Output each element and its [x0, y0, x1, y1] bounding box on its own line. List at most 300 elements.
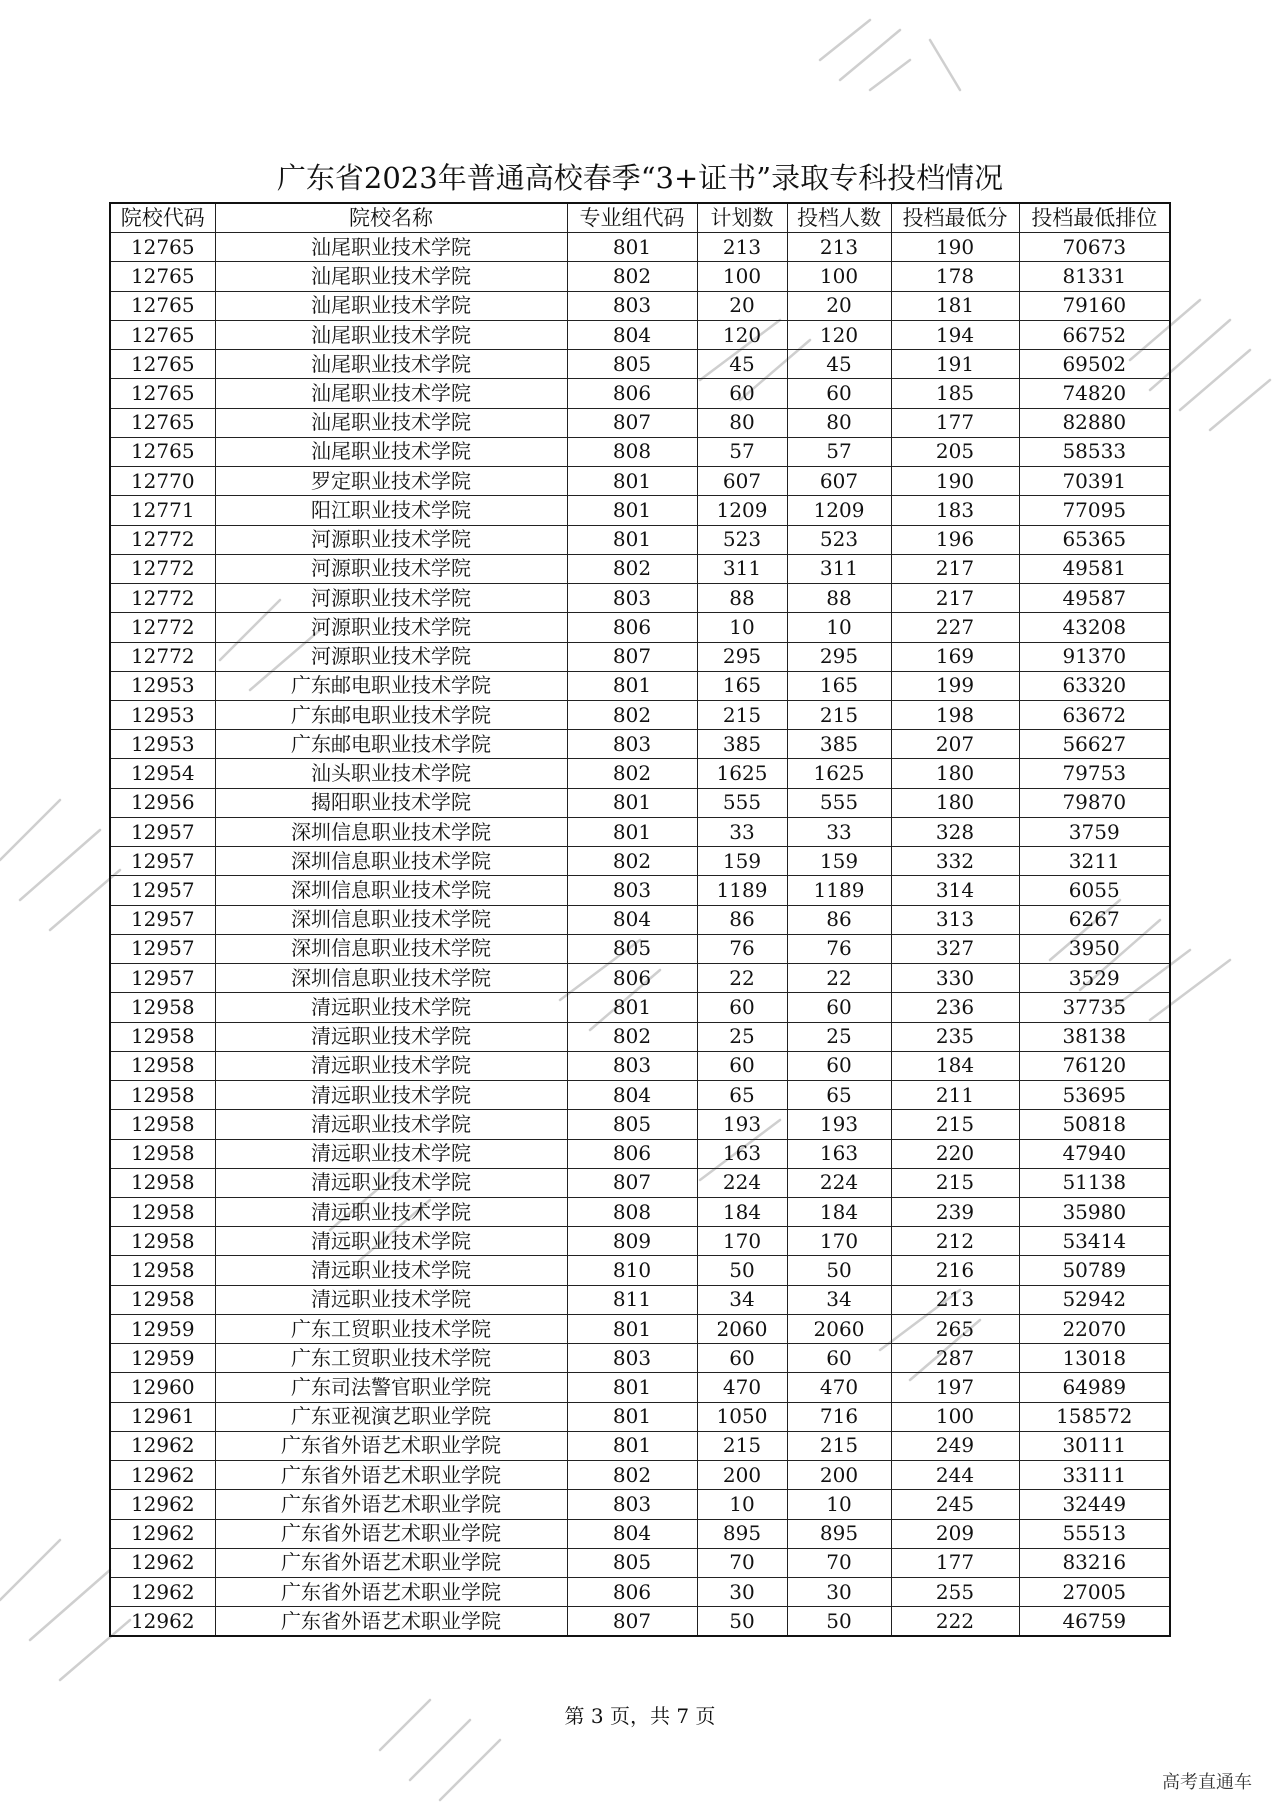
- cell-admitted-count: 213: [787, 233, 891, 262]
- brand-label: 高考直通车: [1162, 1772, 1252, 1793]
- cell-school-code: 12765: [110, 437, 215, 466]
- cell-school-code: 12962: [110, 1431, 215, 1460]
- cell-school-name: 深圳信息职业技术学院: [215, 964, 567, 993]
- cell-school-name: 清远职业技术学院: [215, 1285, 567, 1314]
- cell-min-rank: 43208: [1019, 613, 1170, 642]
- cell-plan-count: 200: [697, 1461, 787, 1490]
- cell-min-rank: 76120: [1019, 1051, 1170, 1080]
- cell-min-score: 330: [891, 964, 1019, 993]
- page-title: 广东省2023年普通高校春季“3+证书”录取专科投档情况: [276, 161, 1004, 195]
- cell-group-code: 810: [567, 1256, 697, 1285]
- cell-min-rank: 33111: [1019, 1461, 1170, 1490]
- table-row: [110, 1256, 1170, 1285]
- cell-school-code: 12953: [110, 671, 215, 700]
- cell-min-score: 198: [891, 700, 1019, 729]
- cell-school-code: 12772: [110, 613, 215, 642]
- cell-min-rank: 81331: [1019, 262, 1170, 291]
- cell-school-code: 12957: [110, 817, 215, 846]
- cell-min-rank: 158572: [1019, 1402, 1170, 1431]
- cell-min-score: 183: [891, 496, 1019, 525]
- cell-group-code: 803: [567, 291, 697, 320]
- cell-group-code: 801: [567, 1314, 697, 1343]
- cell-group-code: 806: [567, 1139, 697, 1168]
- table-row: [110, 1197, 1170, 1226]
- cell-min-rank: 30111: [1019, 1431, 1170, 1460]
- admission-table: [109, 202, 1171, 1637]
- cell-school-name: 广东工贸职业技术学院: [215, 1344, 567, 1373]
- cell-min-rank: 65365: [1019, 525, 1170, 554]
- cell-school-name: 河源职业技术学院: [215, 642, 567, 671]
- table-row: [110, 584, 1170, 613]
- cell-group-code: 803: [567, 1051, 697, 1080]
- cell-min-score: 265: [891, 1314, 1019, 1343]
- cell-group-code: 803: [567, 1490, 697, 1519]
- cell-school-code: 12958: [110, 1285, 215, 1314]
- table-row: [110, 408, 1170, 437]
- cell-admitted-count: 193: [787, 1110, 891, 1139]
- cell-school-name: 河源职业技术学院: [215, 554, 567, 583]
- cell-group-code: 801: [567, 496, 697, 525]
- cell-group-code: 803: [567, 876, 697, 905]
- cell-school-code: 12765: [110, 379, 215, 408]
- table-row: [110, 554, 1170, 583]
- cell-group-code: 802: [567, 759, 697, 788]
- cell-school-code: 12960: [110, 1373, 215, 1402]
- table-row: [110, 905, 1170, 934]
- cell-group-code: 804: [567, 320, 697, 349]
- cell-min-rank: 74820: [1019, 379, 1170, 408]
- table-row: [110, 1490, 1170, 1519]
- cell-plan-count: 523: [697, 525, 787, 554]
- table-row: [110, 1227, 1170, 1256]
- cell-admitted-count: 1189: [787, 876, 891, 905]
- cell-plan-count: 80: [697, 408, 787, 437]
- header-group-code: 专业组代码: [567, 203, 697, 233]
- cell-min-score: 235: [891, 1022, 1019, 1051]
- cell-school-name: 清远职业技术学院: [215, 1081, 567, 1110]
- cell-school-name: 广东工贸职业技术学院: [215, 1314, 567, 1343]
- cell-admitted-count: 295: [787, 642, 891, 671]
- table-row: [110, 496, 1170, 525]
- cell-school-code: 12958: [110, 1022, 215, 1051]
- table-row: [110, 1519, 1170, 1548]
- cell-min-rank: 46759: [1019, 1607, 1170, 1637]
- table-row: [110, 788, 1170, 817]
- cell-school-code: 12958: [110, 1197, 215, 1226]
- cell-school-code: 12957: [110, 964, 215, 993]
- cell-admitted-count: 1209: [787, 496, 891, 525]
- cell-min-rank: 56627: [1019, 730, 1170, 759]
- cell-admitted-count: 45: [787, 350, 891, 379]
- cell-min-rank: 63672: [1019, 700, 1170, 729]
- cell-min-rank: 91370: [1019, 642, 1170, 671]
- cell-plan-count: 45: [697, 350, 787, 379]
- cell-school-name: 汕尾职业技术学院: [215, 233, 567, 262]
- cell-plan-count: 60: [697, 993, 787, 1022]
- cell-min-rank: 37735: [1019, 993, 1170, 1022]
- cell-group-code: 803: [567, 584, 697, 613]
- cell-school-code: 12959: [110, 1344, 215, 1373]
- cell-school-name: 深圳信息职业技术学院: [215, 876, 567, 905]
- cell-school-name: 河源职业技术学院: [215, 525, 567, 554]
- cell-plan-count: 159: [697, 847, 787, 876]
- cell-school-name: 清远职业技术学院: [215, 1022, 567, 1051]
- cell-school-name: 广东省外语艺术职业学院: [215, 1431, 567, 1460]
- cell-school-code: 12962: [110, 1607, 215, 1637]
- cell-admitted-count: 80: [787, 408, 891, 437]
- cell-min-rank: 49587: [1019, 584, 1170, 613]
- cell-min-score: 180: [891, 759, 1019, 788]
- cell-group-code: 808: [567, 437, 697, 466]
- cell-plan-count: 20: [697, 291, 787, 320]
- table-row: [110, 1344, 1170, 1373]
- cell-school-code: 12962: [110, 1578, 215, 1607]
- cell-school-name: 清远职业技术学院: [215, 1227, 567, 1256]
- cell-plan-count: 25: [697, 1022, 787, 1051]
- cell-group-code: 804: [567, 1519, 697, 1548]
- header-admitted-count: 投档人数: [787, 203, 891, 233]
- cell-school-name: 清远职业技术学院: [215, 1256, 567, 1285]
- cell-min-rank: 38138: [1019, 1022, 1170, 1051]
- table-header-row: [110, 203, 1170, 233]
- cell-min-rank: 79753: [1019, 759, 1170, 788]
- cell-plan-count: 120: [697, 320, 787, 349]
- cell-min-score: 332: [891, 847, 1019, 876]
- cell-school-code: 12962: [110, 1461, 215, 1490]
- cell-group-code: 801: [567, 525, 697, 554]
- cell-plan-count: 184: [697, 1197, 787, 1226]
- cell-group-code: 807: [567, 1168, 697, 1197]
- cell-plan-count: 385: [697, 730, 787, 759]
- cell-plan-count: 57: [697, 437, 787, 466]
- cell-min-score: 197: [891, 1373, 1019, 1402]
- cell-school-name: 河源职业技术学院: [215, 613, 567, 642]
- cell-school-name: 汕头职业技术学院: [215, 759, 567, 788]
- cell-admitted-count: 555: [787, 788, 891, 817]
- cell-plan-count: 100: [697, 262, 787, 291]
- cell-min-score: 213: [891, 1285, 1019, 1314]
- cell-plan-count: 10: [697, 1490, 787, 1519]
- cell-admitted-count: 170: [787, 1227, 891, 1256]
- cell-min-score: 191: [891, 350, 1019, 379]
- cell-school-code: 12765: [110, 320, 215, 349]
- cell-min-score: 177: [891, 408, 1019, 437]
- cell-admitted-count: 470: [787, 1373, 891, 1402]
- cell-admitted-count: 30: [787, 1578, 891, 1607]
- cell-school-code: 12957: [110, 847, 215, 876]
- cell-group-code: 806: [567, 613, 697, 642]
- cell-school-code: 12765: [110, 350, 215, 379]
- cell-min-rank: 35980: [1019, 1197, 1170, 1226]
- cell-min-score: 205: [891, 437, 1019, 466]
- cell-plan-count: 295: [697, 642, 787, 671]
- cell-school-code: 12958: [110, 1227, 215, 1256]
- cell-school-code: 12958: [110, 1256, 215, 1285]
- table-row: [110, 1051, 1170, 1080]
- cell-group-code: 807: [567, 1607, 697, 1637]
- cell-group-code: 802: [567, 700, 697, 729]
- cell-admitted-count: 22: [787, 964, 891, 993]
- cell-school-code: 12765: [110, 291, 215, 320]
- cell-min-rank: 51138: [1019, 1168, 1170, 1197]
- cell-min-score: 181: [891, 291, 1019, 320]
- cell-min-score: 287: [891, 1344, 1019, 1373]
- cell-group-code: 802: [567, 1022, 697, 1051]
- cell-group-code: 801: [567, 817, 697, 846]
- cell-min-rank: 66752: [1019, 320, 1170, 349]
- cell-admitted-count: 57: [787, 437, 891, 466]
- cell-min-score: 196: [891, 525, 1019, 554]
- cell-plan-count: 1189: [697, 876, 787, 905]
- table-row: [110, 1578, 1170, 1607]
- cell-min-score: 185: [891, 379, 1019, 408]
- cell-admitted-count: 88: [787, 584, 891, 613]
- table-row: [110, 1461, 1170, 1490]
- cell-min-score: 199: [891, 671, 1019, 700]
- cell-min-score: 216: [891, 1256, 1019, 1285]
- table-row: [110, 964, 1170, 993]
- header-min-rank: 投档最低排位: [1019, 203, 1170, 233]
- table-row: [110, 700, 1170, 729]
- cell-plan-count: 1625: [697, 759, 787, 788]
- cell-min-rank: 58533: [1019, 437, 1170, 466]
- header-min-score: 投档最低分: [891, 203, 1019, 233]
- cell-school-name: 汕尾职业技术学院: [215, 408, 567, 437]
- table-row: [110, 1548, 1170, 1577]
- cell-admitted-count: 165: [787, 671, 891, 700]
- cell-school-code: 12958: [110, 1168, 215, 1197]
- cell-school-code: 12962: [110, 1490, 215, 1519]
- cell-min-rank: 53695: [1019, 1081, 1170, 1110]
- cell-group-code: 801: [567, 1373, 697, 1402]
- header-school-name: 院校名称: [215, 203, 567, 233]
- table-row: [110, 934, 1170, 963]
- cell-admitted-count: 184: [787, 1197, 891, 1226]
- cell-min-rank: 83216: [1019, 1548, 1170, 1577]
- cell-group-code: 805: [567, 1548, 697, 1577]
- cell-school-code: 12958: [110, 1081, 215, 1110]
- cell-min-rank: 70673: [1019, 233, 1170, 262]
- cell-min-rank: 82880: [1019, 408, 1170, 437]
- cell-group-code: 802: [567, 554, 697, 583]
- cell-admitted-count: 215: [787, 1431, 891, 1460]
- cell-school-code: 12770: [110, 467, 215, 496]
- cell-admitted-count: 215: [787, 700, 891, 729]
- cell-admitted-count: 224: [787, 1168, 891, 1197]
- cell-plan-count: 470: [697, 1373, 787, 1402]
- cell-group-code: 807: [567, 642, 697, 671]
- cell-plan-count: 215: [697, 700, 787, 729]
- cell-school-code: 12958: [110, 1051, 215, 1080]
- cell-school-name: 汕尾职业技术学院: [215, 350, 567, 379]
- cell-group-code: 806: [567, 1578, 697, 1607]
- table-row: [110, 1314, 1170, 1343]
- cell-min-score: 212: [891, 1227, 1019, 1256]
- cell-admitted-count: 50: [787, 1256, 891, 1285]
- table-row: [110, 320, 1170, 349]
- cell-school-code: 12957: [110, 876, 215, 905]
- cell-school-name: 广东省外语艺术职业学院: [215, 1519, 567, 1548]
- cell-admitted-count: 120: [787, 320, 891, 349]
- cell-min-rank: 47940: [1019, 1139, 1170, 1168]
- cell-plan-count: 70: [697, 1548, 787, 1577]
- cell-plan-count: 60: [697, 1344, 787, 1373]
- cell-school-code: 12771: [110, 496, 215, 525]
- cell-min-score: 190: [891, 233, 1019, 262]
- cell-plan-count: 165: [697, 671, 787, 700]
- cell-min-score: 100: [891, 1402, 1019, 1431]
- cell-min-score: 190: [891, 467, 1019, 496]
- cell-min-score: 211: [891, 1081, 1019, 1110]
- cell-min-score: 217: [891, 554, 1019, 583]
- cell-min-rank: 70391: [1019, 467, 1170, 496]
- cell-school-code: 12957: [110, 934, 215, 963]
- cell-group-code: 806: [567, 964, 697, 993]
- cell-admitted-count: 60: [787, 379, 891, 408]
- cell-admitted-count: 159: [787, 847, 891, 876]
- table-row: [110, 671, 1170, 700]
- table-body: [110, 233, 1170, 1637]
- cell-group-code: 801: [567, 788, 697, 817]
- cell-plan-count: 50: [697, 1607, 787, 1637]
- cell-school-code: 12772: [110, 554, 215, 583]
- table-row: [110, 350, 1170, 379]
- cell-min-rank: 52942: [1019, 1285, 1170, 1314]
- cell-school-code: 12962: [110, 1519, 215, 1548]
- cell-group-code: 804: [567, 1081, 697, 1110]
- cell-school-name: 广东亚视演艺职业学院: [215, 1402, 567, 1431]
- cell-group-code: 801: [567, 1431, 697, 1460]
- cell-school-name: 广东邮电职业技术学院: [215, 700, 567, 729]
- cell-plan-count: 22: [697, 964, 787, 993]
- cell-school-name: 清远职业技术学院: [215, 1168, 567, 1197]
- cell-min-rank: 50818: [1019, 1110, 1170, 1139]
- cell-plan-count: 33: [697, 817, 787, 846]
- cell-min-score: 245: [891, 1490, 1019, 1519]
- cell-plan-count: 215: [697, 1431, 787, 1460]
- table-row: [110, 1081, 1170, 1110]
- cell-group-code: 809: [567, 1227, 697, 1256]
- cell-min-rank: 13018: [1019, 1344, 1170, 1373]
- cell-admitted-count: 10: [787, 613, 891, 642]
- table-row: [110, 233, 1170, 262]
- cell-group-code: 801: [567, 233, 697, 262]
- table-row: [110, 1402, 1170, 1431]
- cell-school-name: 广东邮电职业技术学院: [215, 730, 567, 759]
- cell-min-score: 209: [891, 1519, 1019, 1548]
- cell-group-code: 805: [567, 934, 697, 963]
- cell-group-code: 801: [567, 671, 697, 700]
- table-row: [110, 876, 1170, 905]
- cell-admitted-count: 385: [787, 730, 891, 759]
- cell-min-score: 236: [891, 993, 1019, 1022]
- cell-group-code: 811: [567, 1285, 697, 1314]
- cell-group-code: 803: [567, 1344, 697, 1373]
- cell-plan-count: 88: [697, 584, 787, 613]
- cell-min-score: 215: [891, 1168, 1019, 1197]
- cell-plan-count: 50: [697, 1256, 787, 1285]
- table-row: [110, 1431, 1170, 1460]
- cell-school-code: 12953: [110, 730, 215, 759]
- cell-group-code: 807: [567, 408, 697, 437]
- cell-school-name: 广东省外语艺术职业学院: [215, 1578, 567, 1607]
- cell-min-rank: 3529: [1019, 964, 1170, 993]
- cell-min-rank: 79160: [1019, 291, 1170, 320]
- cell-school-code: 12956: [110, 788, 215, 817]
- cell-min-score: 215: [891, 1110, 1019, 1139]
- cell-group-code: 804: [567, 905, 697, 934]
- cell-plan-count: 10: [697, 613, 787, 642]
- cell-min-score: 194: [891, 320, 1019, 349]
- cell-admitted-count: 20: [787, 291, 891, 320]
- cell-plan-count: 65: [697, 1081, 787, 1110]
- cell-admitted-count: 311: [787, 554, 891, 583]
- cell-plan-count: 1209: [697, 496, 787, 525]
- cell-school-name: 广东省外语艺术职业学院: [215, 1490, 567, 1519]
- cell-school-name: 清远职业技术学院: [215, 1197, 567, 1226]
- cell-school-code: 12772: [110, 584, 215, 613]
- cell-school-name: 汕尾职业技术学院: [215, 262, 567, 291]
- cell-school-name: 深圳信息职业技术学院: [215, 817, 567, 846]
- cell-school-name: 广东省外语艺术职业学院: [215, 1607, 567, 1637]
- cell-admitted-count: 607: [787, 467, 891, 496]
- cell-school-code: 12958: [110, 1139, 215, 1168]
- cell-min-score: 249: [891, 1431, 1019, 1460]
- cell-school-name: 广东司法警官职业学院: [215, 1373, 567, 1402]
- cell-min-score: 327: [891, 934, 1019, 963]
- cell-group-code: 801: [567, 467, 697, 496]
- cell-school-code: 12953: [110, 700, 215, 729]
- cell-min-rank: 69502: [1019, 350, 1170, 379]
- table-row: [110, 1022, 1170, 1051]
- table-row: [110, 642, 1170, 671]
- cell-plan-count: 30: [697, 1578, 787, 1607]
- cell-min-rank: 32449: [1019, 1490, 1170, 1519]
- cell-school-name: 广东省外语艺术职业学院: [215, 1548, 567, 1577]
- cell-school-code: 12958: [110, 993, 215, 1022]
- cell-plan-count: 170: [697, 1227, 787, 1256]
- cell-school-name: 汕尾职业技术学院: [215, 379, 567, 408]
- cell-min-rank: 22070: [1019, 1314, 1170, 1343]
- cell-min-rank: 27005: [1019, 1578, 1170, 1607]
- cell-min-rank: 6267: [1019, 905, 1170, 934]
- cell-admitted-count: 523: [787, 525, 891, 554]
- cell-min-score: 178: [891, 262, 1019, 291]
- table-row: [110, 613, 1170, 642]
- cell-school-name: 清远职业技术学院: [215, 993, 567, 1022]
- header-plan-count: 计划数: [697, 203, 787, 233]
- cell-plan-count: 224: [697, 1168, 787, 1197]
- table-row: [110, 847, 1170, 876]
- cell-school-name: 罗定职业技术学院: [215, 467, 567, 496]
- cell-school-name: 深圳信息职业技术学院: [215, 934, 567, 963]
- cell-admitted-count: 33: [787, 817, 891, 846]
- cell-min-rank: 53414: [1019, 1227, 1170, 1256]
- cell-school-name: 揭阳职业技术学院: [215, 788, 567, 817]
- cell-plan-count: 895: [697, 1519, 787, 1548]
- cell-plan-count: 607: [697, 467, 787, 496]
- cell-school-name: 清远职业技术学院: [215, 1110, 567, 1139]
- table-row: [110, 1373, 1170, 1402]
- cell-plan-count: 163: [697, 1139, 787, 1168]
- cell-admitted-count: 100: [787, 262, 891, 291]
- cell-group-code: 801: [567, 993, 697, 1022]
- cell-admitted-count: 1625: [787, 759, 891, 788]
- cell-admitted-count: 60: [787, 993, 891, 1022]
- cell-admitted-count: 34: [787, 1285, 891, 1314]
- cell-school-name: 汕尾职业技术学院: [215, 320, 567, 349]
- cell-group-code: 802: [567, 847, 697, 876]
